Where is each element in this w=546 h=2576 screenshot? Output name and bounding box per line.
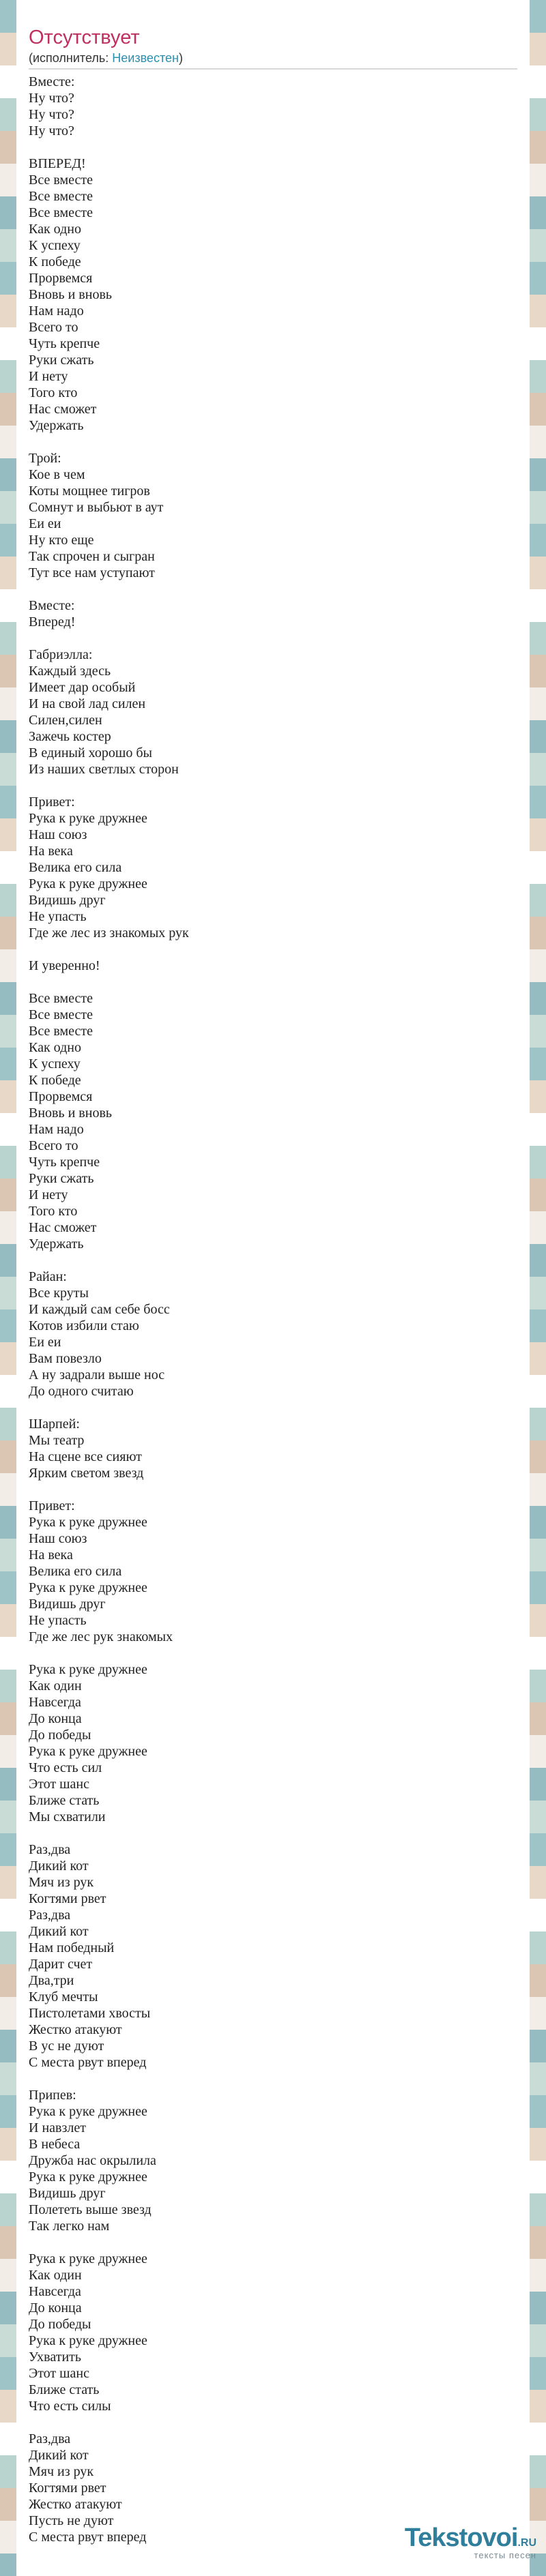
song-header [16,0,530,65]
artist-link[interactable]: Неизвестен [112,51,179,65]
logo-name: Tekstovoi [404,2523,518,2552]
logo-domain: .RU [517,2537,536,2549]
site-logo[interactable] [405,2523,536,2560]
content-panel [16,0,530,2576]
artist-prefix: (исполнитель: [29,51,113,65]
artist-suffix: ) [178,51,183,65]
lyrics-text: Вместе: Ну что? Ну что? Ну что? ВПЕРЕД! Все вместе Все вместе Все вместе Как одно К успеху К победе Прорвемся Вновь и вновь Нам надо Всего то Чуть крепче Руки сжать И нету Того кто Нас сможет Удержать Трой: Кое в чем Коты мощнее тигров Сомнут и выбьют в аут Еи еи Ну кто еще Так спрочен и сыгран Тут все нам уступают Вместе: Вперед! Габриэлла: Каждый здесь Имеет дар особый И на свой лад силен Силен,силен Зажечь костер В единый хорошо бы Из наших светлых сторон Привет: Рука к руке дружнее Наш союз На века Велика его сила Рука к руке дружнее Видишь друг Не упасть Где же лес из знакомых рук И уверенно! Все вместе Все вместе Все вместе Как одно К успеху К победе Прорвемся Вновь и вновь Нам надо Всего то Чуть крепче Руки сжать И нету Того кто Нас сможет Удержать Райан: Все круты И каждый сам себе босс Котов избили стаю Еи еи Вам повезло А ну задрали выше нос До одного считаю Шарпей: Мы театр На сцене все сияют Ярким светом звезд Привет: Рука к руке дружнее Наш союз На века Велика его сила Рука к руке дружнее Видишь друг Не упасть Где же лес рук знакомых Рука к руке дружнее Как один Навсегда До конца До победы Рука к руке дружнее Что есть сил Этот шанс Ближе стать Мы схватили Раз,два Дикий кот Мяч из рук Когтями рвет Раз,два Дикий кот Нам победный Дарит счет Два,три Клуб мечты Пистолетами хвосты Жестко атакуют В ус не дуют С места рвут вперед Припев: Рука к руке дружнее И навзлет В небеса Дружба нас окрылила Рука к руке дружнее Видишь друг Полететь выше звезд Так легко нам Рука к руке дружнее Как один Навсегда До конца До победы Рука к руке дружнее Ухватить Этот шанс Ближе стать Что есть силы Раз,два Дикий кот Мяч из рук Когтями рвет Жестко атакуют Пусть не дуют С места рвут вперед [29,74,189,2545]
song-title: Отсутствует [29,27,140,48]
logo-tagline: тексты песен [474,2550,536,2560]
artist-line [29,50,530,65]
